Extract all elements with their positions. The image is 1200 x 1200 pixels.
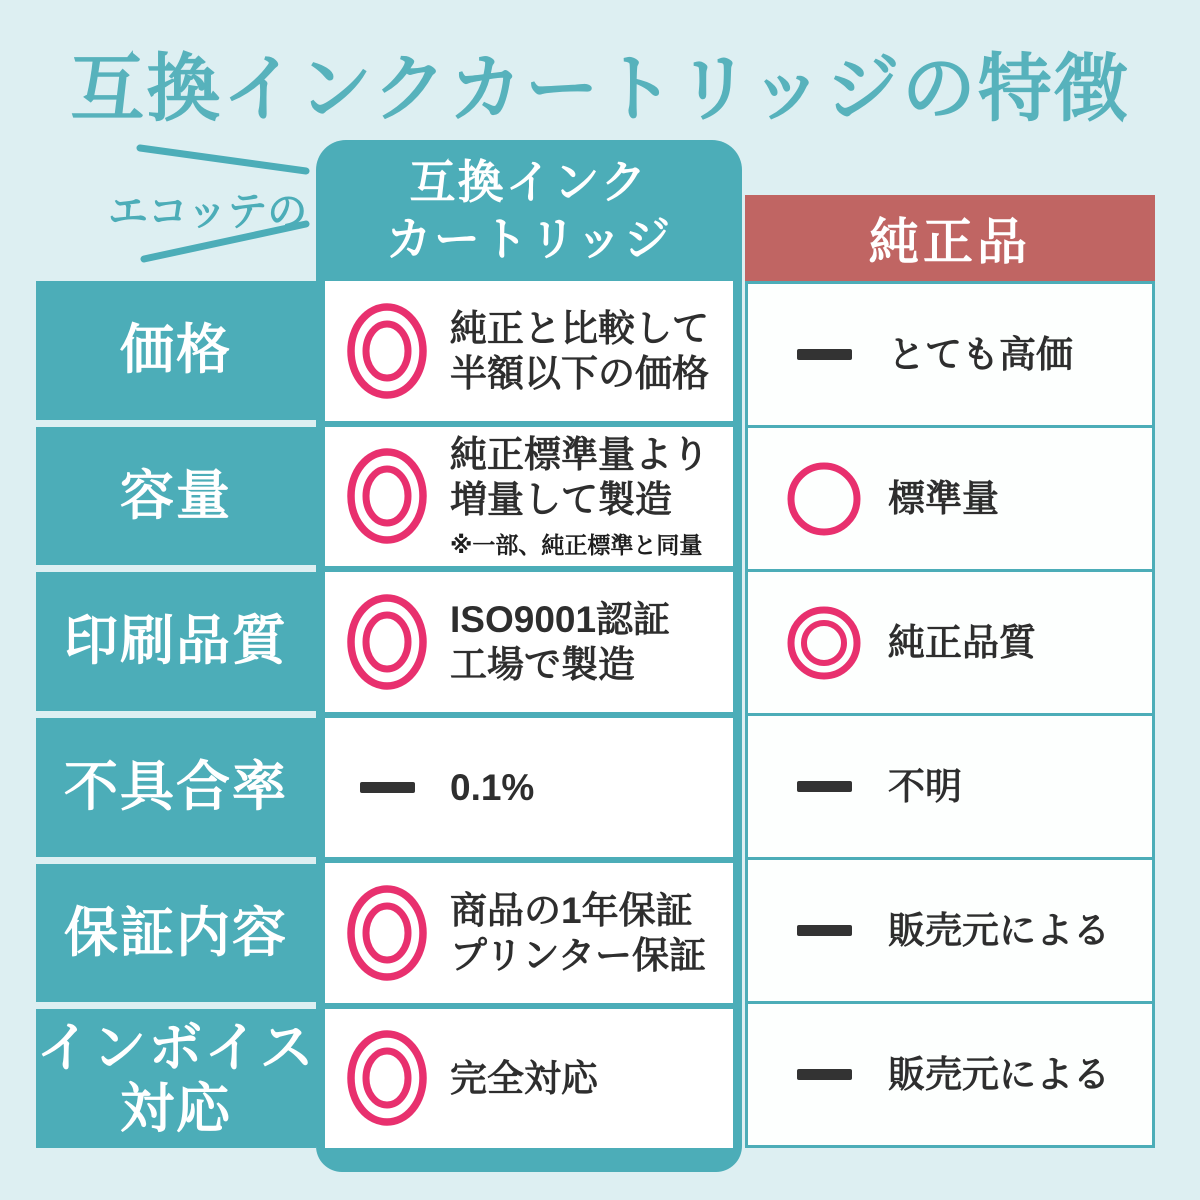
circle-icon <box>786 461 862 537</box>
genuine-cell-print-quality: 純正品質 <box>748 572 1152 713</box>
row-label-capacity: 容量 <box>36 427 316 566</box>
double-circle-icon <box>786 605 862 681</box>
dash-icon <box>786 781 862 792</box>
dash-icon <box>345 782 429 793</box>
genuine-cell-warranty: 販売元による <box>748 860 1152 1001</box>
double-circle-icon <box>345 1028 429 1128</box>
page-title: 互換インクカートリッジの特徴 <box>70 47 1130 130</box>
double-circle-icon <box>345 592 429 692</box>
compatible-column <box>316 140 742 1172</box>
row-label-warranty: 保証内容 <box>36 864 316 1003</box>
compatible-column-cells <box>325 281 733 1148</box>
genuine-column-header: 純正品 <box>745 195 1155 281</box>
row-label-column <box>36 281 316 1148</box>
double-circle-icon <box>345 301 429 401</box>
row-label-price: 価格 <box>36 281 316 420</box>
genuine-cell-defect-rate: 不明 <box>748 716 1152 857</box>
dash-icon <box>786 1069 862 1080</box>
brand-label: エコッテの <box>108 190 308 234</box>
dash-icon <box>786 925 862 936</box>
row-label-defect-rate: 不具合率 <box>36 718 316 857</box>
capacity-footnote: ※一部、純正標準と同量 <box>450 532 703 559</box>
row-label-invoice: インボイス 対応 <box>36 1009 316 1148</box>
compat-cell-invoice: 完全対応 <box>325 1009 733 1149</box>
row-label-print-quality: 印刷品質 <box>36 572 316 711</box>
double-circle-icon <box>345 883 429 983</box>
compat-cell-capacity: 純正標準量より 増量して製造 ※一部、純正標準と同量 <box>325 427 733 567</box>
double-circle-icon <box>345 446 429 546</box>
compat-cell-print-quality: ISO9001認証 工場で製造 <box>325 572 733 712</box>
compatible-column-header: 互換インク カートリッジ <box>385 156 673 265</box>
genuine-cell-price: とても高価 <box>748 284 1152 425</box>
genuine-cell-capacity: 標準量 <box>748 428 1152 569</box>
emphasis-lines-icon <box>128 138 318 268</box>
genuine-column-cells <box>745 281 1155 1148</box>
genuine-cell-invoice: 販売元による <box>748 1004 1152 1145</box>
compat-cell-defect-rate: 0.1% <box>325 718 733 858</box>
dash-icon <box>786 349 862 360</box>
compat-cell-warranty: 商品の1年保証 プリンター保証 <box>325 863 733 1003</box>
compat-cell-price: 純正と比較して 半額以下の価格 <box>325 281 733 421</box>
